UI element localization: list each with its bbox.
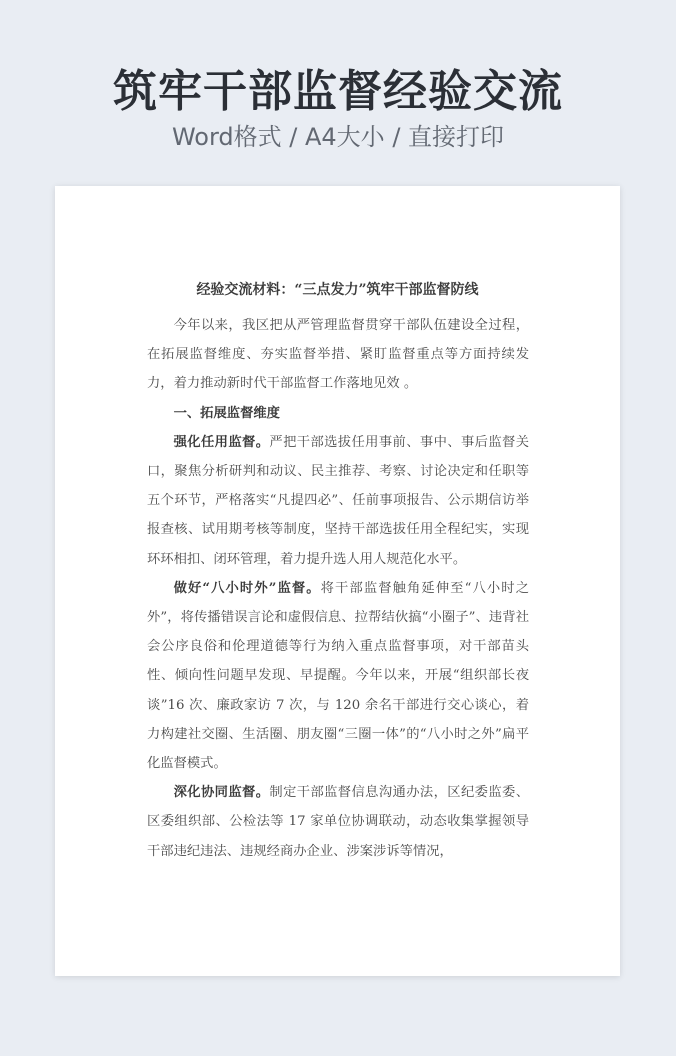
document-body	[147, 311, 529, 866]
document-title: 经验交流材料：“三点发力”筑牢干部监督防线	[196, 282, 479, 298]
paragraph-text: 将干部监督触角延伸至“八小时之外”，将传播错误言论和虚假信息、拉帮结伙搞“小圈子”、违背社会公序良俗和伦理道德等行为纳入重点监督事项，对干部苗头性、倾向性问题早发现、早提醒。今年以来，开展“组织部长夜谈”16 次、廉政家访 7 次，与 120 余名干部进行交心谈心，着力构建社交圈、生活圈、朋友圈“三圈一体”的“八小时之外”扁平化监督模式。	[147, 580, 529, 772]
paragraph-appointment-supervision	[147, 428, 529, 574]
paragraph-collaborative-supervision	[147, 778, 529, 866]
section-heading: 一、拓展监督维度	[173, 405, 280, 421]
paragraph-after-hours-supervision	[147, 574, 529, 778]
paragraph-text: 严把干部选拔任用事前、事中、事后监督关口，聚焦分析研判和动议、民主推荐、考察、讨论决定和任职等五个环节，严格落实“凡提四必”、任前事项报告、公示期信访举报查核、试用期考核等制度，坚持干部选拔任用全程纪实，实现环环相扣、闭环管理，着力提升选人用人规范化水平。	[147, 434, 530, 567]
paragraph-lead: 强化任用监督。	[173, 434, 270, 450]
paragraph-lead: 深化协同监督。	[173, 785, 270, 801]
paragraph-lead: 做好“八小时外”监督。	[173, 580, 321, 596]
intro-paragraph: 今年以来，我区把从严管理监督贯穿干部队伍建设全过程，在拓展监督维度、夯实监督举措、紧盯监督重点等方面持续发力，着力推动新时代干部监督工作落地见效 。	[147, 318, 529, 392]
paragraph-text: 制定干部监督信息沟通办法，区纪委监委、区委组织部、公检法等 17 家单位协调联动，动态收集掌握领导干部违纪违法、违规经商办企业、涉案涉诉等情况，	[147, 785, 530, 859]
document-page	[55, 186, 620, 976]
banner-title: 筑牢干部监督经验交流	[113, 66, 563, 117]
banner-subtitle: Word格式 / A4大小 / 直接打印	[171, 123, 505, 151]
